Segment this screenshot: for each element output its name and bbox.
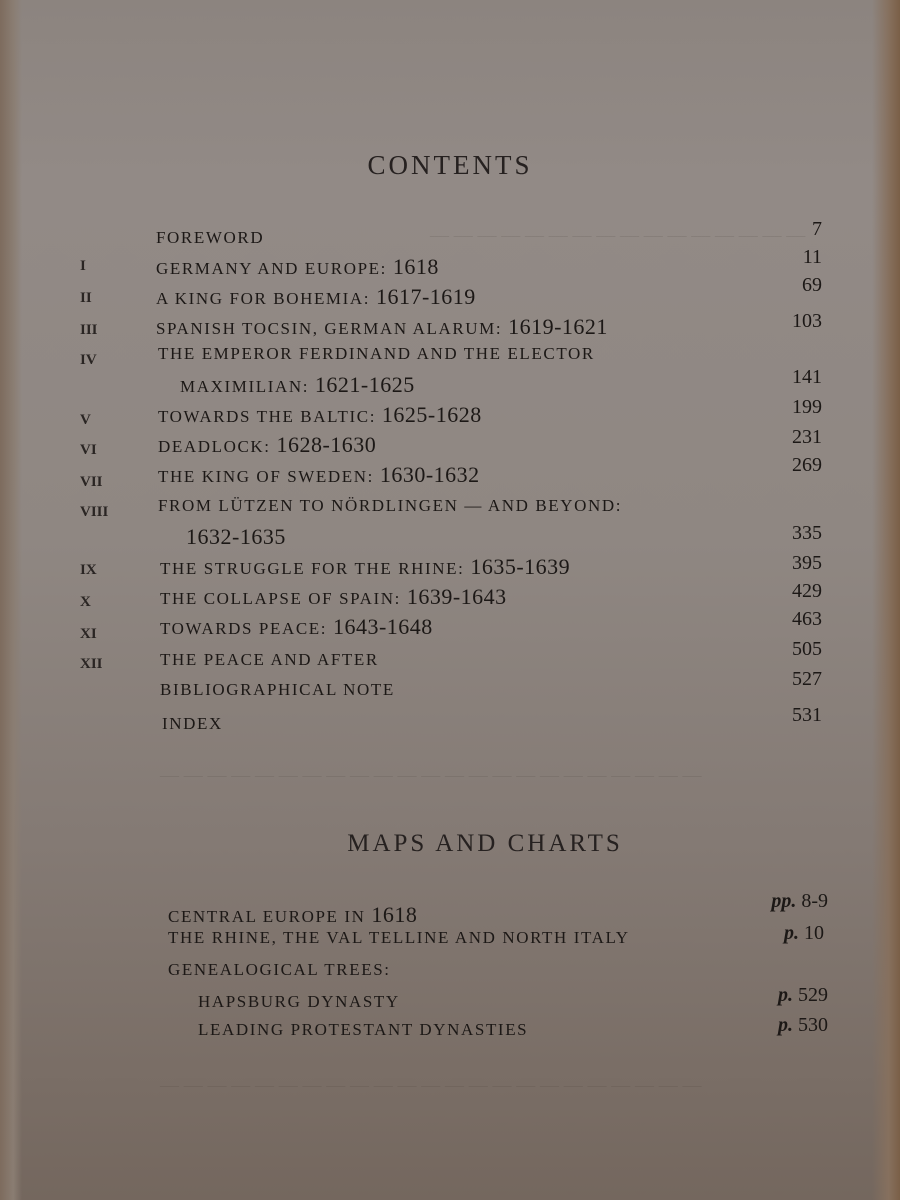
toc-entry-page: 199 — [792, 396, 822, 418]
chapter-number: V — [80, 412, 91, 428]
toc-entry-title: THE STRUGGLE FOR THE RHINE: 1635-1639 — [160, 554, 571, 579]
chapter-number: IX — [80, 562, 97, 578]
toc-entry-title: TOWARDS THE BALTIC: 1625-1628 — [158, 402, 482, 427]
toc-entry-8 — [0, 494, 900, 524]
toc-entry-title: THE COLLAPSE OF SPAIN: 1639-1643 — [160, 584, 507, 609]
chapter-number: VII — [80, 474, 103, 490]
map-entry-page: p. 529 — [778, 984, 828, 1006]
map-entry-2 — [0, 922, 900, 958]
maps-heading: MAPS AND CHARTS — [347, 830, 623, 857]
toc-entry-page: 335 — [792, 522, 822, 544]
chapter-number: XII — [80, 656, 103, 672]
toc-entry-title: GERMANY AND EUROPE: 1618 — [156, 254, 439, 279]
toc-entry-4-cont — [0, 366, 900, 402]
toc-entry-5 — [0, 396, 900, 432]
toc-entry-title: BIBLIOGRAPHICAL NOTE — [160, 680, 395, 699]
chapter-number: II — [80, 290, 92, 306]
toc-entry-title-continued: MAXIMILIAN: 1621-1625 — [180, 372, 415, 397]
toc-entry-12 — [0, 638, 900, 676]
toc-entry-title: THE EMPEROR FERDINAND AND THE ELECTOR — [158, 344, 595, 363]
toc-entry-page: 141 — [792, 366, 822, 388]
toc-entry-foreword — [0, 218, 900, 254]
toc-entry-page: 429 — [792, 580, 822, 602]
show-through-text: — — — — — — — — — — — — — — — — — [430, 225, 806, 246]
chapter-number: XI — [80, 626, 97, 642]
toc-entry-page: 531 — [792, 704, 822, 726]
toc-entry-page: 103 — [792, 310, 822, 332]
toc-entry-index — [0, 704, 900, 740]
map-entry-hapsburg — [0, 984, 900, 1020]
map-entry-1 — [0, 890, 900, 928]
map-entry-title: GENEALOGICAL TREES: — [168, 960, 391, 979]
map-entry-title: LEADING PROTESTANT DYNASTIES — [198, 1020, 529, 1039]
toc-entry-page: 395 — [792, 552, 822, 574]
show-through-text: — — — — — — — — — — — — — — — — — — — — — — — — [160, 765, 702, 786]
toc-entry-title-continued: 1632-1635 — [186, 524, 286, 549]
toc-entry-page: 231 — [792, 426, 822, 448]
toc-entry-title: FROM LÜTZEN TO NÖRDLINGEN — AND BEYOND: — [158, 496, 623, 515]
toc-entry-page: 269 — [792, 454, 822, 476]
contents-heading: CONTENTS — [367, 150, 533, 180]
toc-entry-title: A KING FOR BOHEMIA: 1617-1619 — [156, 284, 476, 309]
chapter-number: I — [80, 258, 86, 274]
show-through-text: — — — — — — — — — — — — — — — — — — — — — — — — [160, 1075, 702, 1096]
toc-entry-7 — [0, 454, 900, 492]
chapter-number: III — [80, 322, 98, 338]
map-entry-page: pp. 8-9 — [771, 890, 828, 912]
map-entry-title: HAPSBURG DYNASTY — [198, 992, 400, 1011]
toc-entry-page: 11 — [802, 246, 822, 268]
toc-entry-title: THE KING OF SWEDEN: 1630-1632 — [158, 462, 480, 487]
toc-entry-6 — [0, 426, 900, 462]
chapter-number: VIII — [80, 504, 109, 520]
chapter-number: IV — [80, 352, 97, 368]
map-entry-title: CENTRAL EUROPE IN 1618 — [168, 902, 418, 927]
toc-entry-title: INDEX — [162, 714, 223, 733]
toc-entry-page: 527 — [792, 668, 822, 690]
toc-entry-3 — [0, 310, 900, 344]
toc-entry-11 — [0, 608, 900, 644]
toc-entry-title: DEADLOCK: 1628-1630 — [158, 432, 377, 457]
chapter-number: X — [80, 594, 91, 610]
map-entry-genealogical — [0, 960, 900, 990]
toc-entry-2 — [0, 274, 900, 314]
toc-entry-page: 7 — [812, 218, 822, 240]
toc-entry-4 — [0, 344, 900, 374]
toc-entry-title: SPANISH TOCSIN, GERMAN ALARUM: 1619-1621 — [156, 314, 608, 339]
toc-entry-page: 463 — [792, 608, 822, 630]
map-entry-page: p. 530 — [778, 1014, 828, 1036]
toc-entry-title: TOWARDS PEACE: 1643-1648 — [160, 614, 433, 639]
toc-entry-title: THE PEACE AND AFTER — [160, 650, 379, 669]
toc-entry-page: 69 — [802, 274, 822, 296]
toc-entry-page: 505 — [792, 638, 822, 660]
toc-entry-1 — [0, 246, 900, 284]
toc-entry-10 — [0, 580, 900, 614]
toc-entry-title: FOREWORD — [156, 228, 265, 247]
map-entry-title: THE RHINE, THE VAL TELLINE AND NORTH ITALY — [168, 928, 630, 947]
map-entry-page: p. 10 — [784, 922, 824, 944]
toc-entry-9 — [0, 554, 900, 584]
toc-entry-8-cont — [0, 524, 900, 554]
toc-entry-bibliography — [0, 668, 900, 706]
chapter-number: VI — [80, 442, 97, 458]
map-entry-protestant — [0, 1014, 900, 1048]
